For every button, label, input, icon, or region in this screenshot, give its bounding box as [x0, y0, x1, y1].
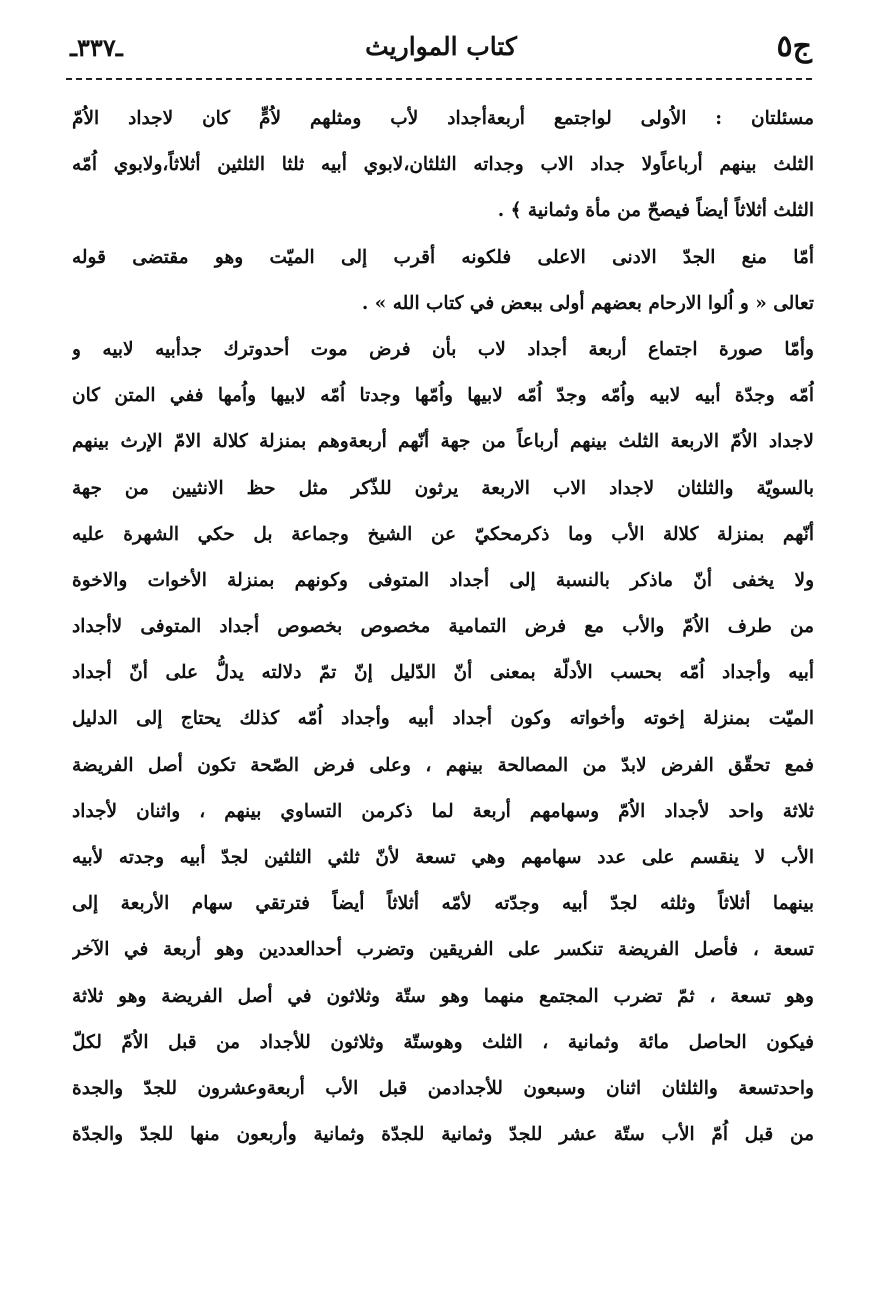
text-line: ولا يخفى أنّ ماذكر بالنسبة إلى أجداد المتوفى وكونهم بمنزلة الأخوات والاخوة [72, 569, 814, 591]
header-rule [66, 78, 812, 80]
text-line: من قبل اُمّ الأب ستّة عشر للجدّ وثمانية للجدّة وثمانية وأربعون منها للجدّ والجدّة [72, 1124, 814, 1146]
text-line: أبيه وأجداد اُمّه بحسب الأدلّة بمعنى أنّ الدّليل إنّ تمّ دلالته يدلُّ على أنّ أجداد [72, 662, 814, 684]
text-line: الميّت بمنزلة إخوته وأخواته وكون أجداد أبيه وأجداد اُمّه كذلك يحتاج إلى الدليل [72, 708, 814, 730]
text-line: بالسويّة والثلثان لاجداد الاب الاربعة يرثون للذّكر مثل حظ الانثيين من جهة [72, 477, 814, 499]
text-line: وهو تسعة ، ثمّ تضرب المجتمع منهما وهو ستّة وثلاثون في أصل الفريضة وهو ثلاثة [72, 985, 814, 1007]
body-text [72, 96, 814, 1158]
text-line: من طرف الاُمّ والأب مع فرض التمامية مخصوص بخصوص أجداد المتوفى لاأجداد [72, 616, 814, 638]
page-number: ـ٣٣٧ـ [70, 33, 123, 62]
text-line: مسئلتان : الاُولى لواجتمع أربعةأجداد لأب ومثلهم لاُمٍّ كان لاجداد الاُمّ [72, 108, 814, 129]
text-line: فيكون الحاصل مائة وثمانية ، الثلث وهوستّة وثلاثون للأجداد من قبل الاُمّ لكلّ [72, 1031, 814, 1053]
text-line: فمع تحقّق الفرض لابدّ من المصالحة بينهم ، وعلى فرض الصّحة تكون أصل الفريضة [72, 754, 814, 776]
text-line: بينهما أثلاثاً وثلثه لجدّ أبيه وجدّته لأمّه أثلاثاً أيضاً فترتقي سهام الأربعة إلى [72, 893, 814, 915]
text-line: الثلث بينهم أرباعاًولا جداد الاب وجداته الثلثان،لابوي أبيه ثلثا الثلثين أثلاثاً،ولابوي اُمّه [72, 154, 814, 176]
text-line: تسعة ، فأصل الفريضة تنكسر على الفريقين وتضرب أحدالعددين وهو أربعة في الآخر [72, 939, 814, 961]
running-title: كتاب المواريث [365, 32, 517, 61]
text-line: ثلاثة واحد لأجداد الاُمّ وسهامهم أربعة لما ذكرمن التساوي بينهم ، واثنان لأجداد [72, 800, 814, 822]
text-line: أنّهم بمنزلة كلالة الأب وما ذكرمحكيّ عن الشيخ وجماعة بل حكي الشهرة عليه [72, 523, 814, 545]
text-line: الأب لا ينقسم على عدد سهامهم وهي تسعة لأنّ ثلثي الثلثين لجدّ أبيه وجدته لأبيه [72, 847, 814, 868]
text-line: اُمّه وجدّة أبيه لابيه واُمّه وجدّ اُمّه لابيها واُمّها وجدتا اُمّه لابيها واُمها ففي المتن كان [72, 385, 814, 407]
page-header [70, 28, 812, 74]
text-line: وأمّا صورة اجتماع أربعة أجداد لاب بأن فرض موت أحدوترك جدأبيه لابيه و [72, 338, 814, 360]
volume-label: ج٥ [776, 29, 812, 64]
text-line: الثلث أثلاثاً أيضاً فيصحّ من مأة وثمانية ﴾ . [497, 200, 814, 222]
text-line: واحدتسعة والثلثان اثنان وسبعون للأجدادمن قبل الأب أربعةوعشرون للجدّ والجدة [72, 1077, 814, 1099]
text-line: تعالى « و اُلوا الارحام بعضهم أولى ببعض في كتاب الله » . [361, 292, 814, 314]
text-line: لاجداد الاُمّ الاربعة الثلث بينهم أرباعاً من جهة أنّهم أربعةوهم بمنزلة كلالة الامّ الإرث بينهم [72, 431, 814, 453]
text-line: أمّا منع الجدّ الادنى الاعلى فلكونه أقرب إلى الميّت وهو مقتضى قوله [72, 246, 814, 268]
